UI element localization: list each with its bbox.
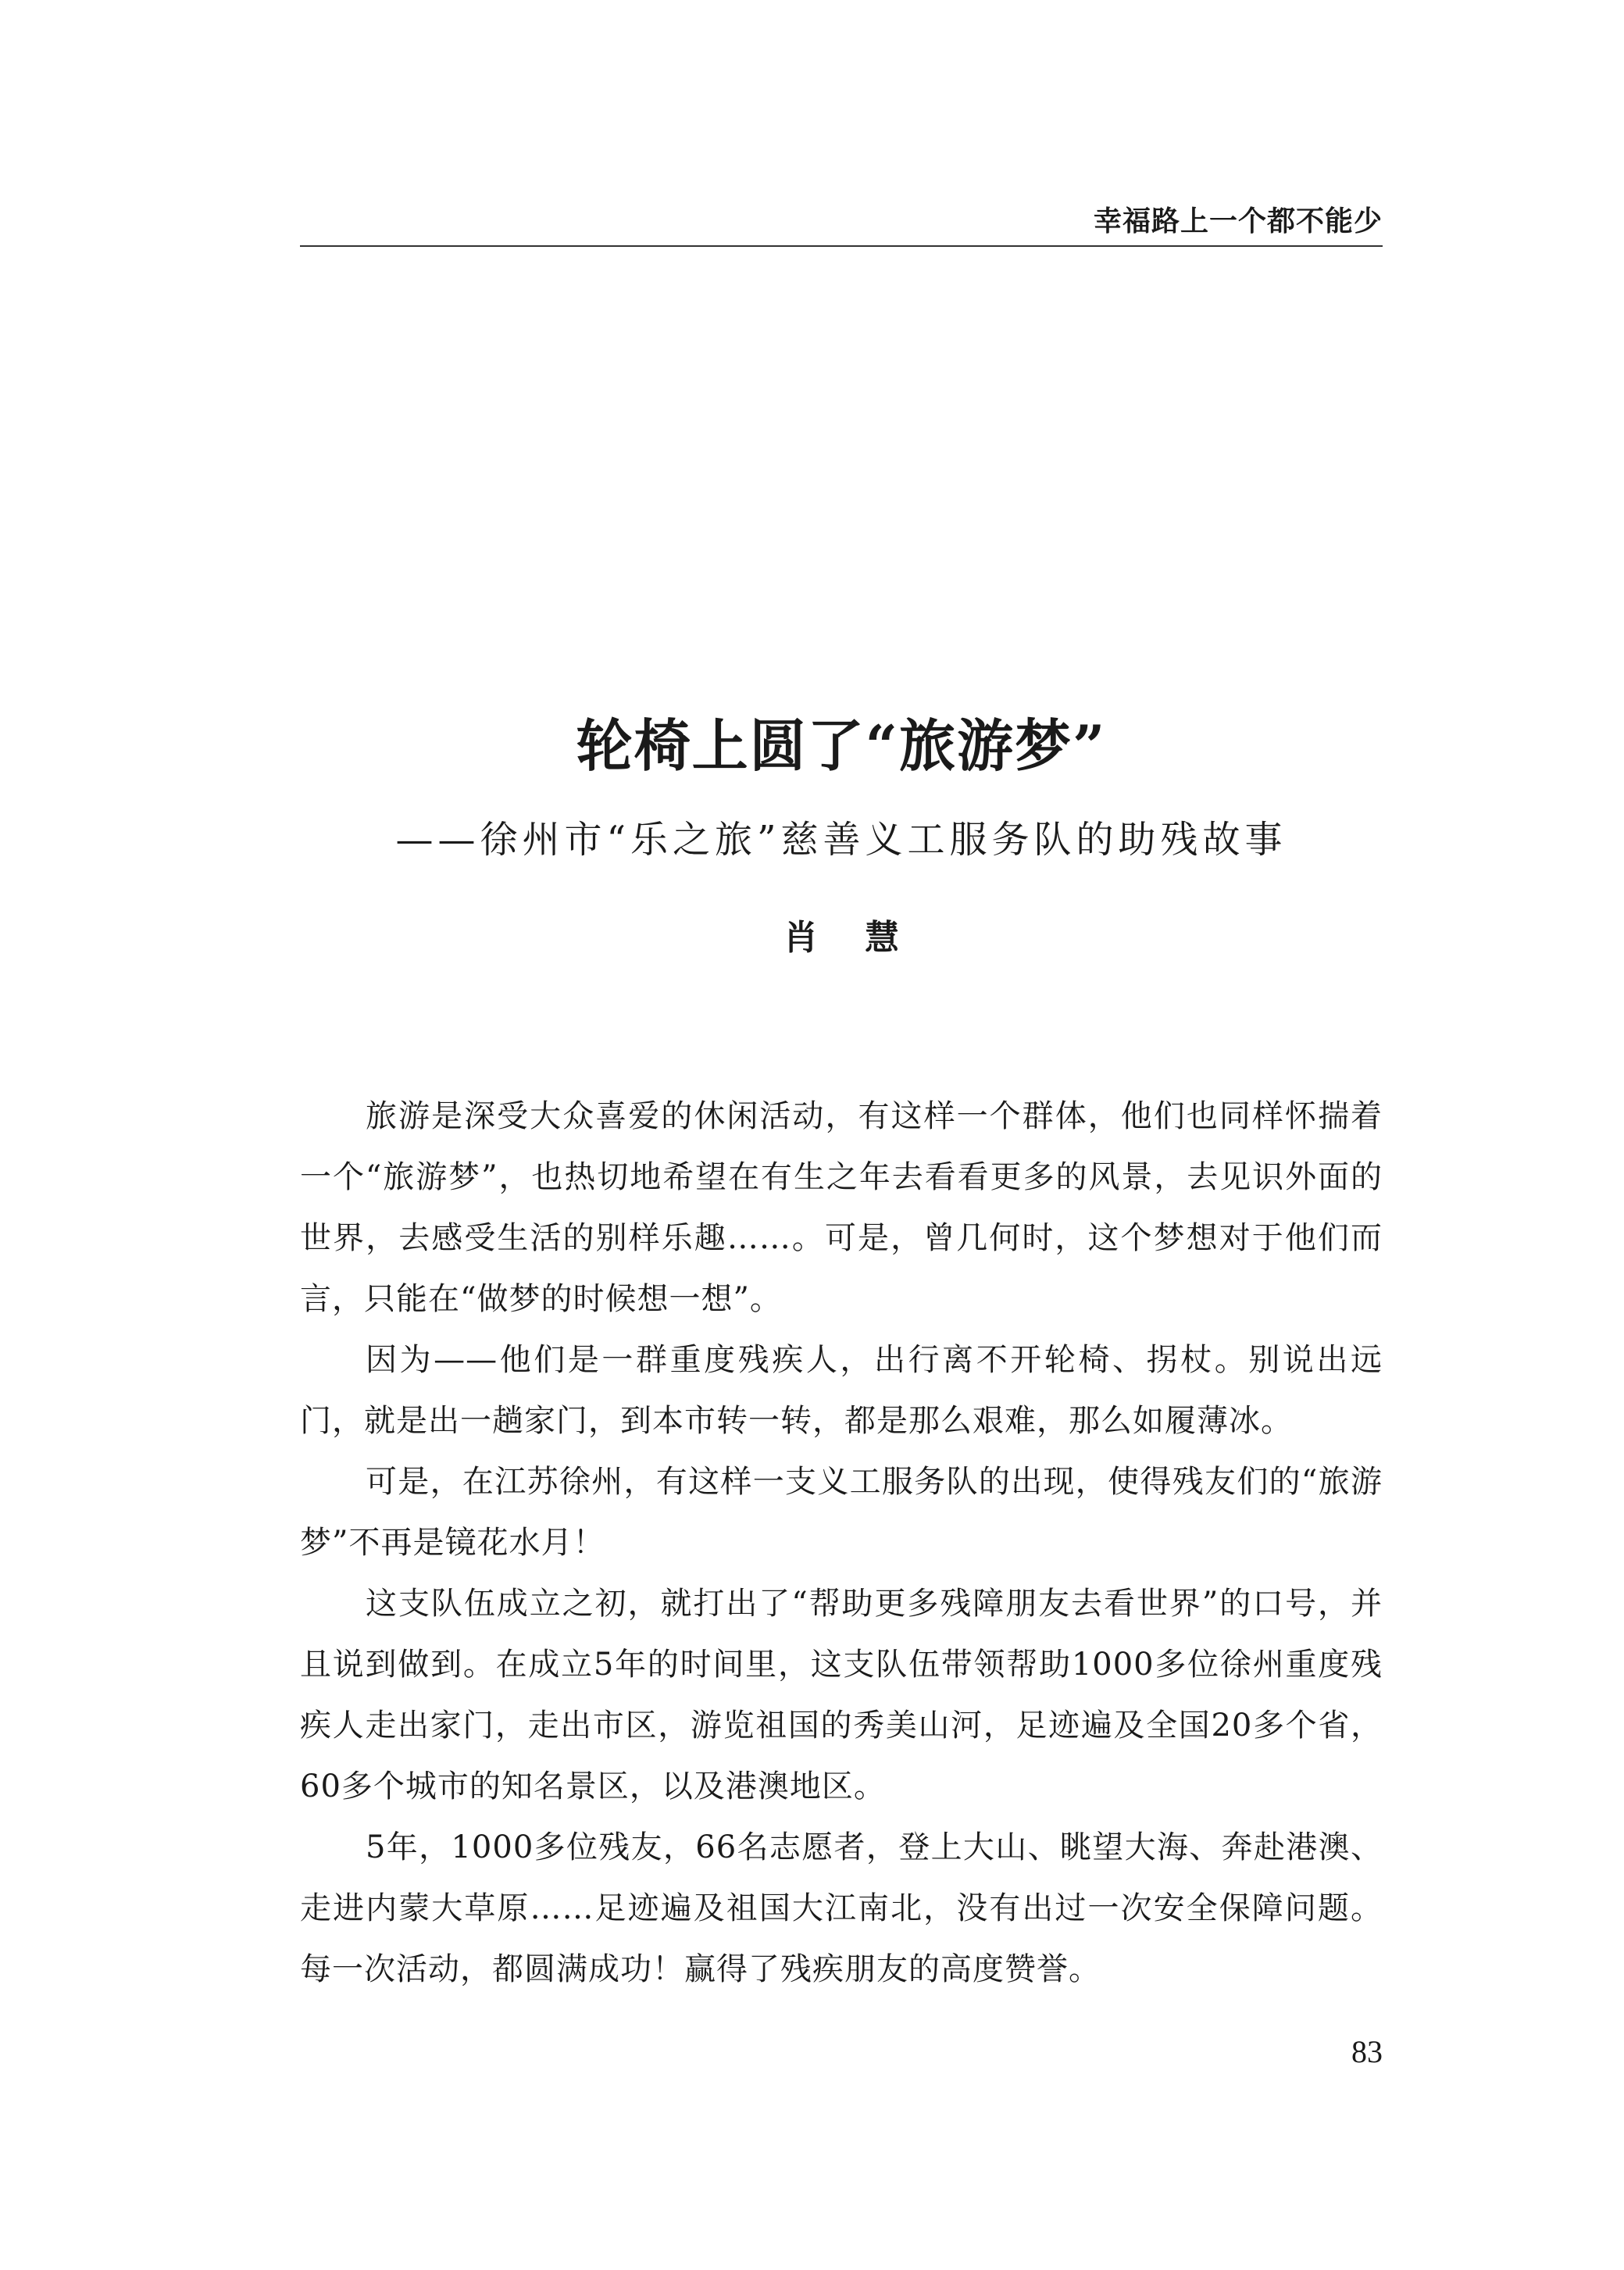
article-title: 轮椅上圆了“旅游梦” bbox=[576, 712, 1107, 779]
body-paragraph: 因为——他们是一群重度残疾人，出行离不开轮椅、拐杖。别说出远门，就是出一趟家门，到本市转一转，都是那么艰难，那么如履薄冰。 bbox=[300, 1342, 1383, 1439]
article-author: 肖慧 bbox=[783, 918, 946, 958]
page-number: 83 bbox=[1351, 2034, 1383, 2069]
header-divider bbox=[300, 245, 1383, 247]
body-paragraph: 可是，在江苏徐州，有这样一支义工服务队的出现，使得残友们的“旅游梦”不再是镜花水月！ bbox=[300, 1464, 1383, 1561]
body-paragraph: 这支队伍成立之初，就打出了“帮助更多残障朋友去看世界”的口号，并且说到做到。在成立5年的时间里，这支队伍带领帮助1000多位徐州重度残疾人走出家门，走出市区，游览祖国的秀美山河，足迹遍及全国20多个省，60多个城市的知名景区，以及港澳地区。 bbox=[300, 1586, 1383, 1804]
running-header bbox=[300, 202, 1383, 242]
running-header-title: 幸福路上一个都不能少 bbox=[1093, 205, 1383, 237]
article-body bbox=[300, 1086, 1383, 2000]
body-paragraph: 5年，1000多位残友，66名志愿者，登上大山、眺望大海、奔赴港澳、走进内蒙大草原……足迹遍及祖国大江南北，没有出过一次安全保障问题。每一次活动，都圆满成功！赢得了残疾朋友的高度赞誉。 bbox=[300, 1829, 1383, 1987]
article-subtitle: ——徐州市“乐之旅”慈善义工服务队的助残故事 bbox=[395, 818, 1287, 862]
body-paragraph: 旅游是深受大众喜爱的休闲活动，有这样一个群体，他们也同样怀揣着一个“旅游梦”，也热切地希望在有生之年去看看更多的风景，去见识外面的世界，去感受生活的别样乐趣……。可是，曾几何时，这个梦想对于他们而言，只能在“做梦的时候想一想”。 bbox=[300, 1098, 1383, 1317]
